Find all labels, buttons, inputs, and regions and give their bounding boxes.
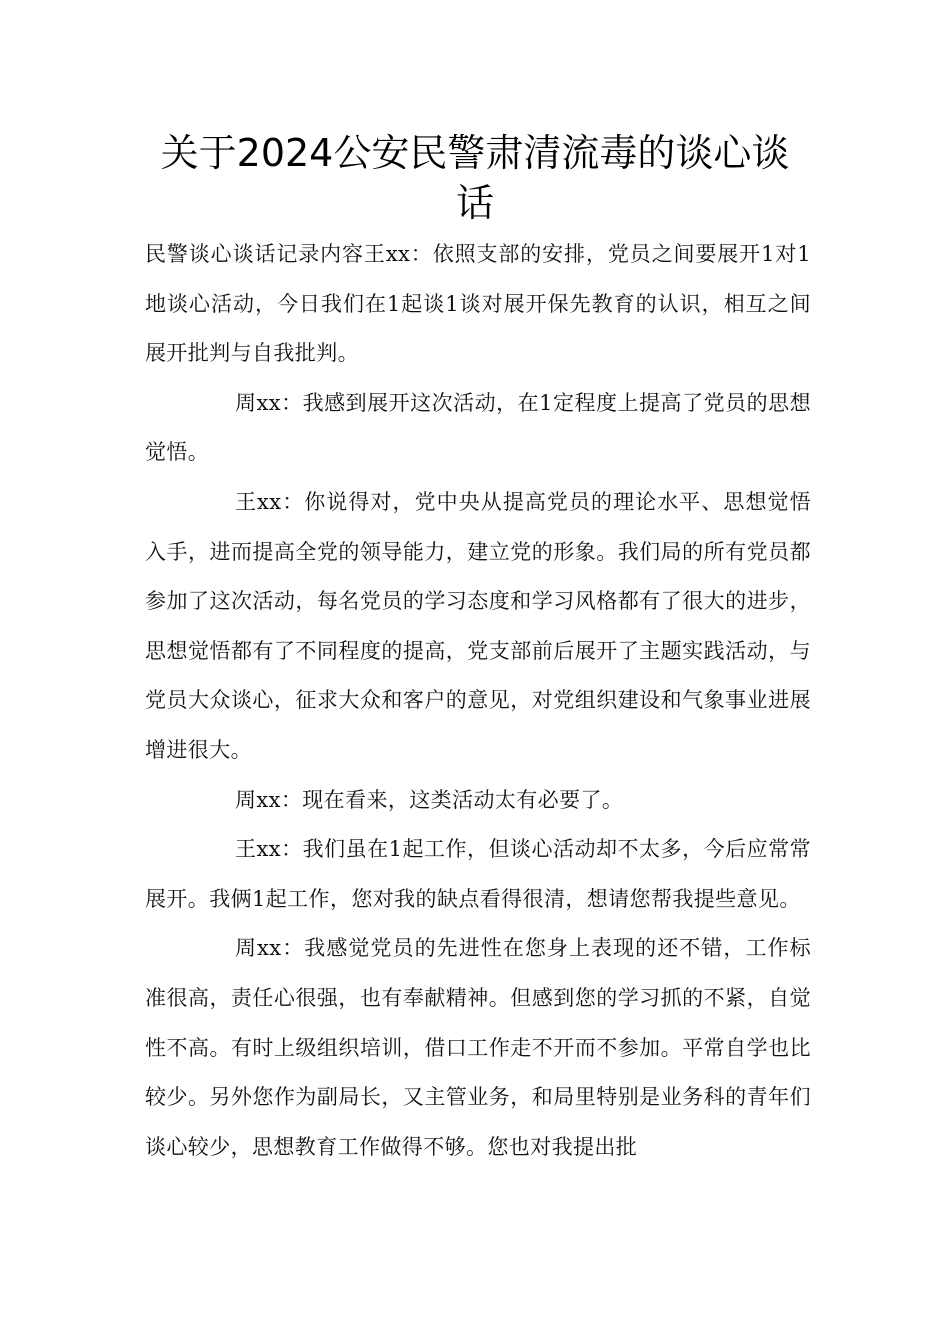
paragraph-wang-2: 王xx：我们虽在1起工作，但谈心活动却不太多，今后应常常展开。我俩1起工作，您对我的缺点看得很清，想请您帮我提些意见。 [145, 837, 811, 911]
paragraph-zhou-2: 周xx：现在看来，这类活动太有必要了。 [235, 787, 624, 812]
paragraph-intro: 民警谈心谈话记录内容王xx：依照支部的安排，党员之间要展开1对1地谈心活动，今日我们在1起谈1谈对展开保先教育的认识，相互之间展开批判与自我批判。 [145, 242, 811, 366]
paragraph-zhou-3: 周xx：我感觉党员的先进性在您身上表现的还不错，工作标准很高，责任心很强，也有奉献精神。但感到您的学习抓的不紧，自觉性不高。有时上级组织培训，借口工作走不开而不参加。平常自学也比较少。另外您作为副局长，又主管业务，和局里特别是业务科的青年们谈心较少，思想教育工作做得不够。您也对我提出批 [145, 936, 811, 1159]
document-body [145, 230, 811, 1172]
paragraph-zhou-1: 周xx：我感到展开这次活动，在1定程度上提高了党员的思想觉悟。 [145, 390, 811, 465]
document-title: 关于2024公安民警肃清流毒的谈心谈话 [160, 131, 790, 225]
paragraph-wang-1: 王xx：你说得对，党中央从提高党员的理论水平、思想觉悟入手，进而提高全党的领导能力，建立党的形象。我们局的所有党员都参加了这次活动，每名党员的学习态度和学习风格都有了很大的进步，思想觉悟都有了不同程度的提高，党支部前后展开了主题实践活动，与党员大众谈心，征求大众和客户的意见，对党组织建设和气象事业进展增进很大。 [145, 489, 811, 762]
